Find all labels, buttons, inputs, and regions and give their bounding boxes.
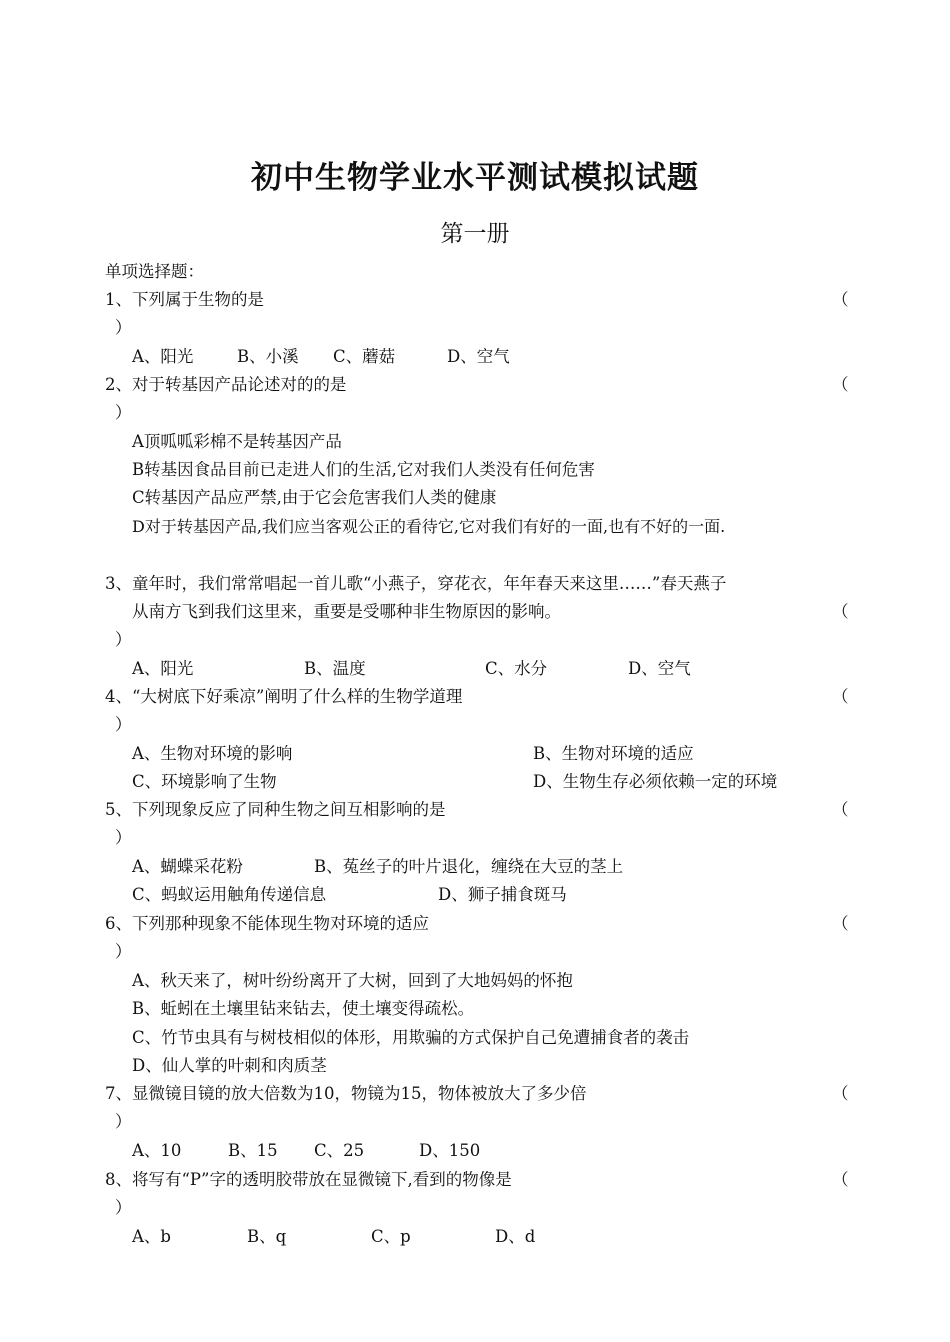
answer-paren-close: ） bbox=[115, 1198, 132, 1217]
q7-option-a: A、10 bbox=[132, 1141, 182, 1160]
answer-paren-open: （ bbox=[832, 375, 849, 394]
q4-option-b: B、生物对环境的适应 bbox=[533, 744, 694, 763]
q3-option-d: D、空气 bbox=[628, 659, 691, 678]
q6-option-c: C、竹节虫具有与树枝相似的体形，用欺骗的方式保护自己免遭捕食者的袭击 bbox=[132, 1028, 690, 1047]
answer-paren-close: ） bbox=[115, 630, 132, 649]
q8-option-b: B、q bbox=[247, 1227, 287, 1246]
q8-option-d: D、d bbox=[495, 1227, 536, 1246]
q2-option-a: A顶呱呱彩棉不是转基因产品 bbox=[132, 432, 342, 451]
question-8-stem: 8、将写有“P”字的透明胶带放在显微镜下,看到的物像是 bbox=[105, 1170, 512, 1189]
answer-paren-open: （ bbox=[832, 1084, 849, 1103]
page-subtitle: 第一册 bbox=[440, 221, 510, 247]
answer-paren-close: ） bbox=[115, 318, 132, 337]
answer-paren-close: ） bbox=[115, 828, 132, 847]
q6-option-b: B、蚯蚓在土壤里钻来钻去，使土壤变得疏松。 bbox=[132, 999, 475, 1018]
page-title: 初中生物学业水平测试模拟试题 bbox=[251, 160, 699, 196]
answer-paren-open: （ bbox=[832, 800, 849, 819]
q1-option-a: A、阳光 bbox=[132, 347, 194, 366]
question-1-stem: 1、下列属于生物的是 bbox=[105, 290, 264, 309]
question-6-stem: 6、下列那种现象不能体现生物对环境的适应 bbox=[105, 914, 429, 933]
q5-option-a: A、蝴蝶采花粉 bbox=[132, 857, 243, 876]
q7-option-b: B、15 bbox=[228, 1141, 278, 1160]
q2-option-c: C转基因产品应严禁,由于它会危害我们人类的健康 bbox=[132, 488, 497, 507]
q5-option-b: B、菟丝子的叶片退化，缠绕在大豆的茎上 bbox=[314, 857, 624, 876]
question-2-stem: 2、对于转基因产品论述对的的是 bbox=[105, 375, 347, 394]
q3-option-a: A、阳光 bbox=[132, 659, 194, 678]
q4-option-d: D、生物生存必须依赖一定的环境 bbox=[533, 772, 778, 791]
question-4-stem: 4、“大树底下好乘凉”阐明了什么样的生物学道理 bbox=[105, 687, 463, 706]
q8-option-a: A、b bbox=[132, 1227, 171, 1246]
q2-option-b: B转基因食品目前已走进人们的生活,它对我们人类没有任何危害 bbox=[132, 460, 595, 479]
answer-paren-open: （ bbox=[832, 687, 849, 706]
q8-option-c: C、p bbox=[371, 1227, 411, 1246]
q3-option-b: B、温度 bbox=[304, 659, 366, 678]
question-3-stem-cont: 从南方飞到我们这里来，重要是受哪种非生物原因的影响。 bbox=[132, 602, 561, 621]
q1-option-c: C、蘑菇 bbox=[333, 347, 396, 366]
section-heading: 单项选择题： bbox=[105, 262, 204, 281]
answer-paren-open: （ bbox=[832, 602, 849, 621]
answer-paren-close: ） bbox=[115, 1112, 132, 1131]
q3-option-c: C、水分 bbox=[485, 659, 548, 678]
q2-option-d: D对于转基因产品,我们应当客观公正的看待它,它对我们有好的一面,也有不好的一面. bbox=[132, 517, 726, 536]
q1-option-d: D、空气 bbox=[447, 347, 510, 366]
q4-option-c: C、环境影响了生物 bbox=[132, 772, 277, 791]
q5-option-d: D、狮子捕食斑马 bbox=[438, 885, 567, 904]
question-5-stem: 5、下列现象反应了同种生物之间互相影响的是 bbox=[105, 800, 446, 819]
question-3-stem: 3、童年时，我们常常唱起一首儿歌“小燕子，穿花衣，年年春天来这里……”春天燕子 bbox=[105, 574, 727, 593]
answer-paren-open: （ bbox=[832, 290, 849, 309]
q5-option-c: C、蚂蚁运用触角传递信息 bbox=[132, 885, 327, 904]
answer-paren-close: ） bbox=[115, 715, 132, 734]
q4-option-a: A、生物对环境的影响 bbox=[132, 744, 293, 763]
answer-paren-open: （ bbox=[832, 914, 849, 933]
answer-paren-close: ） bbox=[115, 942, 132, 961]
q7-option-c: C、25 bbox=[314, 1141, 365, 1160]
q7-option-d: D、150 bbox=[419, 1141, 481, 1160]
q1-option-b: B、小溪 bbox=[237, 347, 299, 366]
question-7-stem: 7、显微镜目镜的放大倍数为10，物镜为15，物体被放大了多少倍 bbox=[105, 1084, 587, 1103]
answer-paren-open: （ bbox=[832, 1170, 849, 1189]
q6-option-a: A、秋天来了，树叶纷纷离开了大树，回到了大地妈妈的怀抱 bbox=[132, 971, 573, 990]
answer-paren-close: ） bbox=[115, 403, 132, 422]
q6-option-d: D、仙人掌的叶刺和肉质茎 bbox=[132, 1056, 327, 1075]
